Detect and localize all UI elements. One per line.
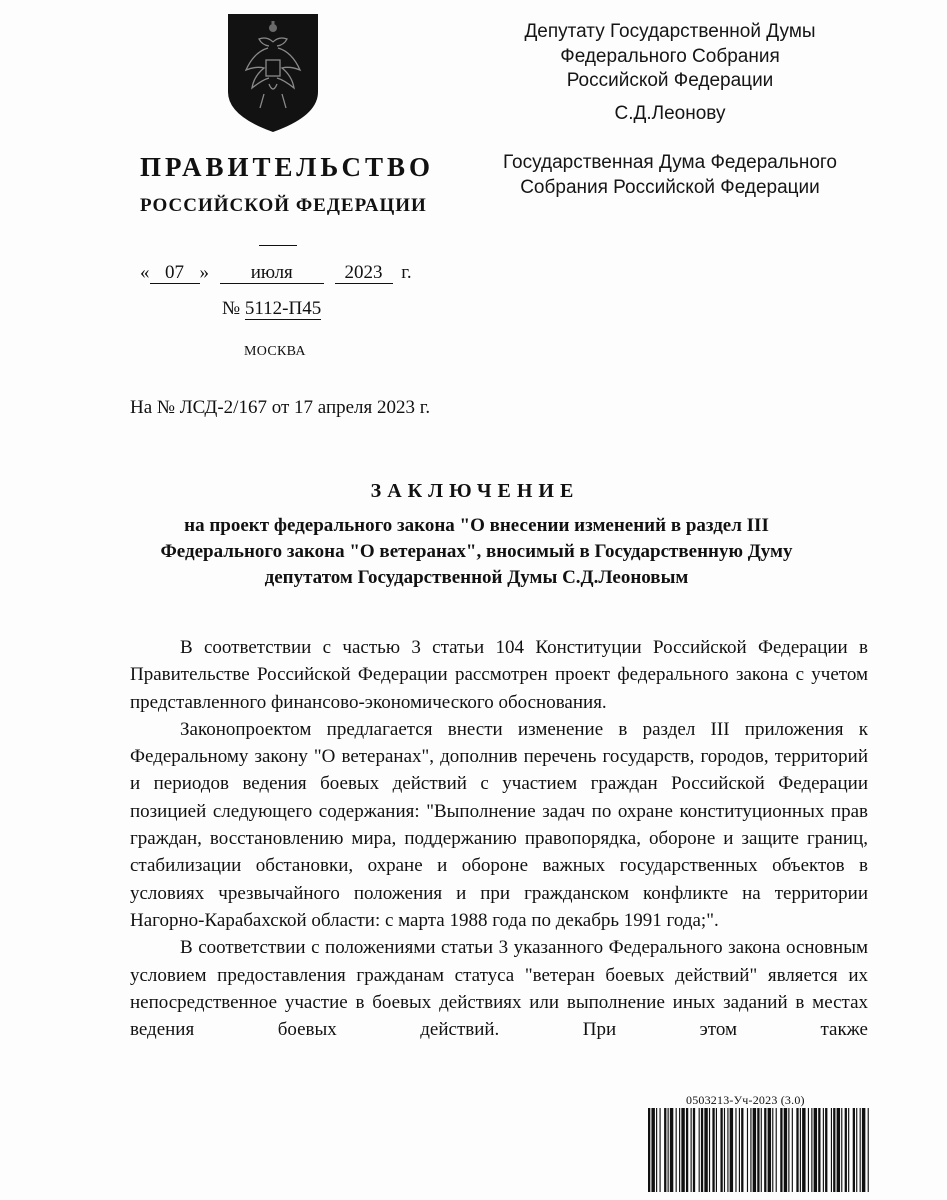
barcode-bar (679, 1108, 680, 1192)
government-title: ПРАВИТЕЛЬСТВО (140, 152, 435, 182)
subtitle-line: Федерального закона "О ветеранах", вносимый в Государственную Думу (160, 541, 793, 562)
barcode-bar (788, 1108, 789, 1192)
number-sign: № (222, 298, 241, 319)
barcode-bar (823, 1108, 824, 1192)
barcode-bar (699, 1108, 700, 1192)
document-number (222, 298, 321, 320)
barcode-bar (856, 1108, 857, 1192)
barcode-bar (802, 1108, 805, 1192)
barcode-bar (845, 1108, 847, 1192)
barcode-bar (747, 1108, 748, 1192)
barcode-bar (780, 1108, 782, 1192)
subtitle-line: депутатом Государственной Думы С.Д.Леоновым (264, 567, 689, 588)
barcode-bar (764, 1108, 766, 1192)
coat-of-arms-emblem (224, 12, 322, 134)
barcode (648, 1108, 870, 1192)
body-paragraph: Законопроектом предлагается внести изменение в раздел III приложения к Федеральному закону "О ветеранах", дополнив перечень государств, городов, территорий и периодов ведения боевых действий с участием граждан Российской Федерации позицией следующего содержания: "Выполнение задач по охране конституционных прав граждан, восстановлению мира, поддержанию правопорядка, обороне и защите границ, стабилизации обстановки, охране и обороне важных государственных объектов в условиях чрезвычайного положения и при гражданском конфликте на территории Нагорно-Карабахской области: с марта 1988 года по декабрь 1991 года;". (130, 718, 868, 931)
barcode-bar (668, 1108, 669, 1192)
addressee-block (470, 20, 870, 126)
barcode-bar (693, 1108, 695, 1192)
barcode-bar (709, 1108, 710, 1192)
barcode-bar (701, 1108, 703, 1192)
barcode-bar (681, 1108, 684, 1192)
document-date (140, 262, 412, 284)
barcode-bar (730, 1108, 733, 1192)
barcode-bar (704, 1108, 707, 1192)
document-title: ЗАКЛЮЧЕНИЕ (370, 480, 580, 502)
barcode-bar (825, 1108, 827, 1192)
date-month: июля (220, 262, 324, 284)
barcode-bar (741, 1108, 743, 1192)
barcode-bar (739, 1108, 740, 1192)
date-year-suffix: г. (401, 262, 412, 283)
barcode-bar (784, 1108, 787, 1192)
barcode-bar (724, 1108, 725, 1192)
body-paragraph: В соответствии с частью 3 статьи 104 Конституции Российской Федерации в Правительстве Российской Федерации рассмотрен проект федерального закона с учетом представленного финансово-экономического обоснования. (130, 637, 868, 713)
addressee-line: Федерального Собрания (560, 45, 780, 67)
date-close-quote: » (199, 262, 209, 283)
city: МОСКВА (244, 344, 306, 359)
barcode-bar (837, 1108, 840, 1192)
barcode-bar (811, 1108, 812, 1192)
addressee-line: Депутату Государственной Думы (524, 21, 816, 42)
barcode-bar (686, 1108, 688, 1192)
barcode-bar (818, 1108, 820, 1192)
barcode-bar (800, 1108, 801, 1192)
barcode-bar (757, 1108, 759, 1192)
barcode-bar (727, 1108, 728, 1192)
barcode-bar (833, 1108, 835, 1192)
header-divider (259, 245, 297, 246)
date-open-quote: « (140, 262, 150, 283)
barcode-bar (853, 1108, 855, 1192)
barcode-bar (772, 1108, 773, 1192)
barcode-bar (676, 1108, 677, 1192)
barcode-bar (753, 1108, 756, 1192)
number-value: 5112-П45 (244, 298, 322, 319)
barcode-bar (716, 1108, 717, 1192)
barcode-bar (792, 1108, 793, 1192)
barcode-bar (648, 1108, 650, 1192)
document-subtitle (128, 513, 825, 591)
organization-line: Собрания Российской Федерации (520, 176, 820, 198)
barcode-bar (776, 1108, 777, 1192)
barcode-bar (660, 1108, 661, 1192)
barcode-bar (860, 1108, 861, 1192)
barcode-bar (841, 1108, 842, 1192)
barcode-bar (735, 1108, 736, 1192)
government-subtitle: РОССИЙСКОЙ ФЕДЕРАЦИИ (140, 195, 427, 216)
organization-line: Государственная Дума Федерального (503, 152, 837, 173)
barcode-bar (656, 1108, 657, 1192)
document-body (130, 634, 868, 1043)
subtitle-line: на проект федерального закона "О внесении изменений в раздел III (184, 515, 769, 536)
barcode-bar (868, 1108, 869, 1192)
barcode-label: 0503213-Уч-2023 (3.0) (686, 1093, 805, 1107)
barcode-bar (831, 1108, 832, 1192)
barcode-bar (664, 1108, 666, 1192)
barcode-bar (808, 1108, 809, 1192)
barcode-bar (720, 1108, 722, 1192)
barcode-bar (691, 1108, 692, 1192)
barcode-bar (712, 1108, 714, 1192)
reference-number: На № ЛСД-2/167 от 17 апреля 2023 г. (130, 397, 431, 418)
addressee-organization (470, 151, 870, 200)
barcode-bar (796, 1108, 798, 1192)
barcode-bar (862, 1108, 865, 1192)
addressee-name: С.Д.Леонову (614, 102, 726, 124)
barcode-bar (651, 1108, 654, 1192)
barcode-bar (670, 1108, 673, 1192)
date-day: 07 (150, 262, 200, 284)
body-paragraph: В соответствии с положениями статьи 3 указанного Федерального закона основным условием предоставления гражданам статуса "ветеран боевых действий" является их непосредственное участие в боевых действиях или выполнение иных заданий в местах ведения боевых действий. При этом также (130, 937, 868, 1041)
date-year: 2023 (335, 262, 393, 284)
barcode-bar (761, 1108, 762, 1192)
barcode-bar (848, 1108, 849, 1192)
barcode-bar (768, 1108, 771, 1192)
addressee-line: Российской Федерации (566, 70, 774, 91)
barcode-bar (814, 1108, 817, 1192)
barcode-bar (750, 1108, 751, 1192)
